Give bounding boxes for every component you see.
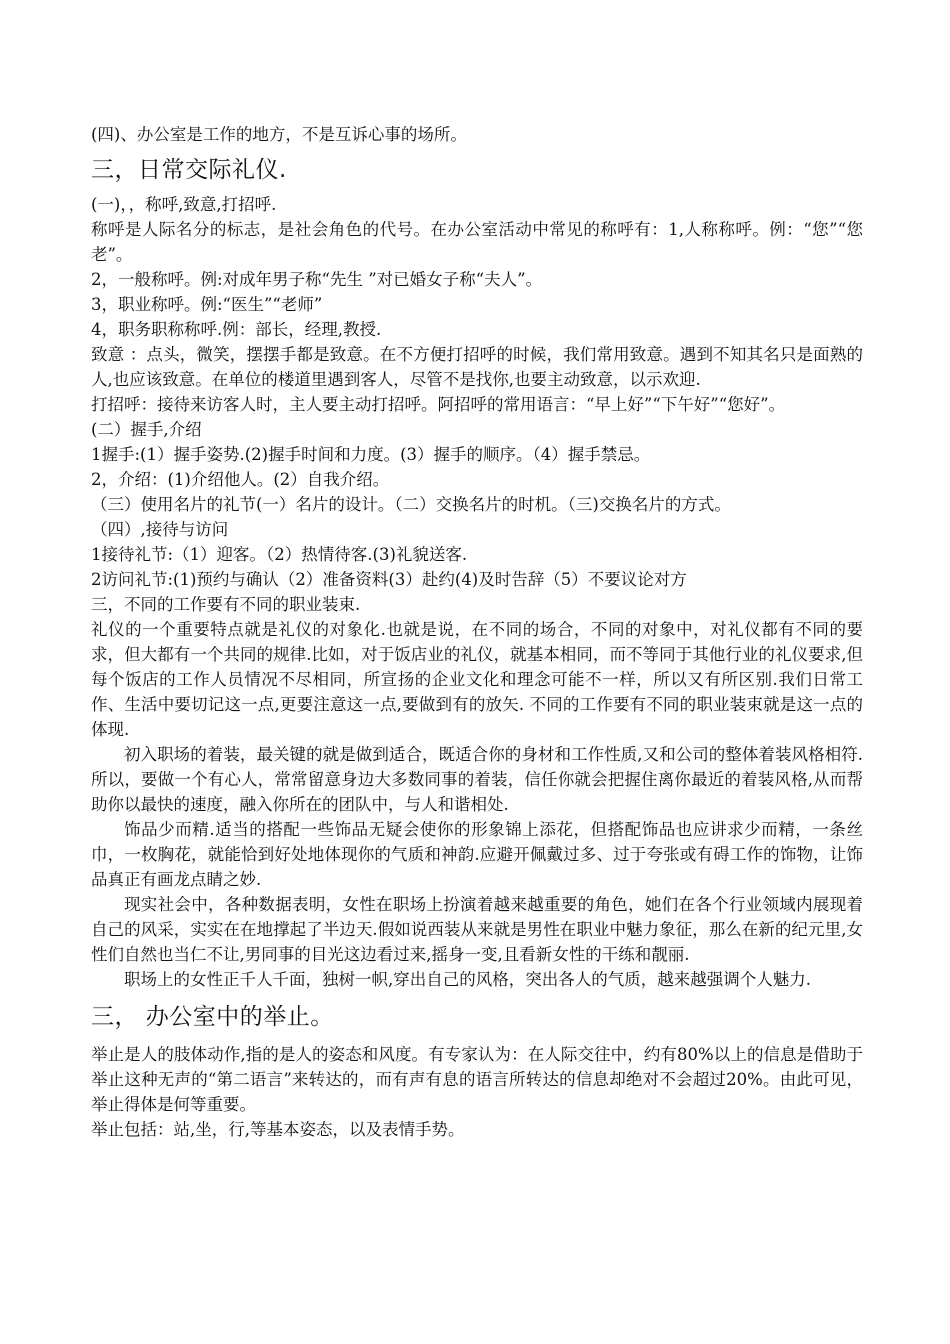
- heading-office-behavior: 三， 办公室中的举止。: [91, 1004, 334, 1030]
- paragraph: 打招呼：接待来访客人时，主人要主动打招呼。阿招呼的常用语言：“早上好”“下午好”“您好”。: [91, 395, 786, 414]
- paragraph: 致意 ：点头，微笑，摆摆手都是致意。在不方便打招呼的时候，我们常用致意。遇到不知其名只是面熟的人,也应该致意。在单位的楼道里遇到客人，尽管不是找你,也要主动致意，以示欢迎.: [91, 345, 863, 389]
- paragraph: （三）使用名片的礼节(一）名片的设计。（二）交换名片的时机。（三)交换名片的方式。: [91, 495, 731, 514]
- paragraph: 3，职业称呼。例:“医生”“老师”: [91, 295, 323, 314]
- paragraph: 称呼是人际名分的标志，是社会角色的代号。在办公室活动中常见的称呼有：1,人称称呼。例：“您”“您老”。: [91, 220, 863, 264]
- document-body: [91, 122, 863, 1142]
- paragraph-indented: 现实社会中，各种数据表明，女性在职场上扮演着越来越重要的角色，她们在各个行业领域内展现着自己的风采，实实在在地撑起了半边天.假如说西装从来就是男性在职业中魅力象征，那么在新的纪元里,女性们自然也当仁不让,男同事的目光这边看过来,摇身一变,且看新女性的干练和靓丽.: [91, 895, 863, 964]
- paragraph: 2，一般称呼。例:对成年男子称“先生 ”对已婚女子称“夫人”。: [91, 270, 543, 289]
- paragraph-office-not-chat: (四)、办公室是工作的地方，不是互诉心事的场所。: [91, 125, 467, 144]
- paragraph-indented: 职场上的女性正千人千面，独树一帜,穿出自己的风格，突出各人的气质，越来越强调个人魅力.: [124, 970, 811, 989]
- heading-daily-etiquette: 三，日常交际礼仪.: [91, 157, 287, 183]
- paragraph: 三，不同的工作要有不同的职业装束.: [91, 595, 361, 614]
- paragraph: (二）握手,介绍: [91, 420, 202, 439]
- paragraph: （四）,接待与访问: [91, 520, 229, 539]
- paragraph: 2访问礼节:(1)预约与确认（2）准备资料(3）赴约(4)及时告辞（5）不要议论对方: [91, 570, 687, 589]
- paragraph: 2，介绍：(1)介绍他人。(2）自我介绍。: [91, 470, 390, 489]
- paragraph: 1握手:(1）握手姿势.(2)握手时间和力度。(3）握手的顺序。（4）握手禁忌。: [91, 445, 651, 464]
- paragraph: 礼仪的一个重要特点就是礼仪的对象化.也就是说，在不同的场合，不同的对象中，对礼仪都有不同的要求，但大都有一个共同的规律.比如，对于饭店业的礼仪，就基本相同，而不等同于其他行业的礼仪要求,但每个饭店的工作人员情况不尽相同，所宣扬的企业文化和理念可能不一样，所以又有所区别.我们日常工作、生活中要切记这一点,更要注意这一点,要做到有的放矢. 不同的工作要有不同的职业装束就是这一点的体现.: [91, 620, 863, 739]
- paragraph: 1接待礼节:（1）迎客。（2）热情待客.(3)礼貌送客.: [91, 545, 468, 564]
- paragraph: 4，职务职称称呼.例：部长，经理,教授.: [91, 320, 382, 339]
- paragraph: (一)，，称呼,致意,打招呼.: [91, 195, 277, 214]
- paragraph-indented: 初入职场的着装，最关键的就是做到适合，既适合你的身材和工作性质,又和公司的整体着装风格相符.所以，要做一个有心人，常常留意身边大多数同事的着装，信任你就会把握住离你最近的着装风格,从而帮助你以最快的速度，融入你所在的团队中，与人和谐相处.: [91, 745, 863, 814]
- paragraph-indented: 饰品少而精.适当的搭配一些饰品无疑会使你的形象锦上添花，但搭配饰品也应讲求少而精，一条丝巾，一枚胸花，就能恰到好处地体现你的气质和神韵.应避开佩戴过多、过于夸张或有碍工作的饰物，让饰品真正有画龙点睛之妙.: [91, 820, 863, 889]
- paragraph: 举止是人的肢体动作,指的是人的姿态和风度。有专家认为：在人际交往中，约有80%以上的信息是借助于举止这种无声的“第二语言”来转达的，而有声有息的语言所转达的信息却绝对不会超过20%。由此可见，举止得体是何等重要。: [91, 1045, 863, 1114]
- paragraph: 举止包括：站,坐，行,等基本姿态，以及表情手势。: [91, 1120, 465, 1139]
